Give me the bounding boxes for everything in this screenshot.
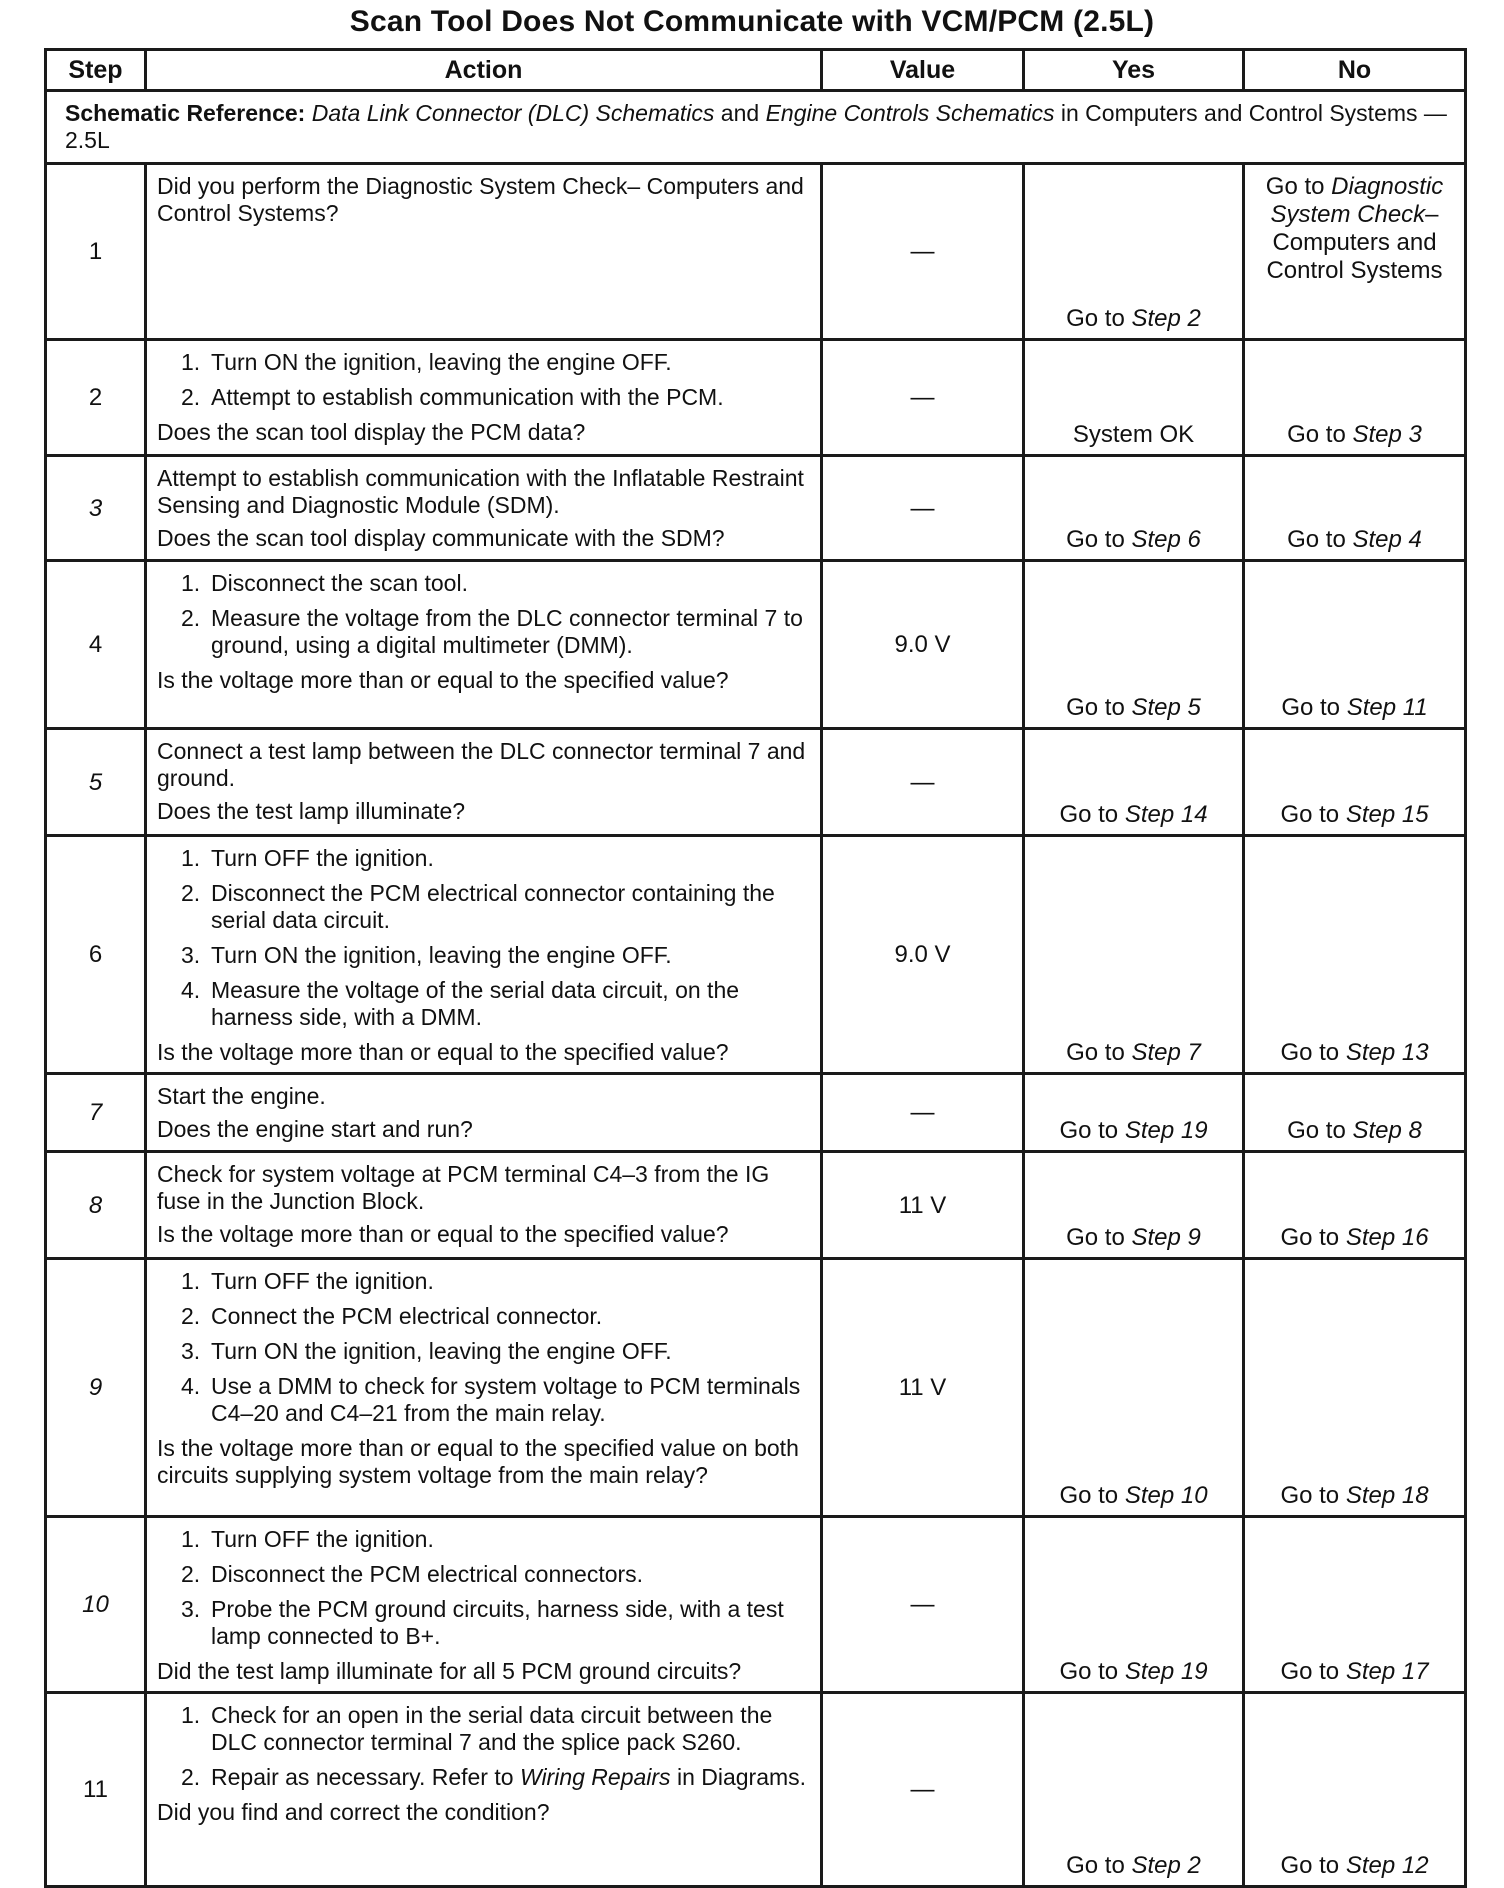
step-word: Step [1131,1852,1181,1879]
action-cell [146,456,822,561]
go-to-label: Go to [1280,1852,1340,1879]
value-cell: — [822,729,1024,836]
action-list-item: 3. Probe the PCM ground circuits, harness side, with a test lamp connected to B+. [181,1596,784,1649]
no-step-ref: 15 [1401,801,1429,828]
action-cell [146,1152,822,1259]
yes-cell [1024,164,1244,340]
step-word: Step [1124,1482,1175,1509]
table-row [46,836,1466,1074]
go-to-label: Go to [1287,526,1346,553]
step-number: 3 [46,456,146,561]
action-question: Is the voltage more than or equal to the specified value? [157,667,729,693]
table-row [46,1517,1466,1693]
yes-step-ref: 7 [1187,1039,1201,1066]
action-list-item: 1. Turn OFF the ignition. [181,1268,434,1294]
step-number: 2 [46,340,146,456]
action-cell [146,1074,822,1152]
table-row [46,1259,1466,1517]
yes-cell [1024,1259,1244,1517]
wiring-repairs-reference: Wiring Repairs [519,1764,671,1790]
yes-step-ref: 2 [1187,1852,1201,1879]
yes-step-ref: 19 [1180,1117,1208,1144]
no-cell [1244,1152,1466,1259]
step-word: Step [1352,1117,1402,1144]
step-number: 6 [46,836,146,1074]
go-to-label: Go to [1059,1117,1119,1144]
step-number: 5 [46,729,146,836]
no-cell [1244,1074,1466,1152]
step-word: Step [1124,1117,1175,1144]
go-to-label: Go to [1280,801,1340,828]
header-no: No [1244,50,1466,91]
action-list-item: 2. Measure the voltage from the DLC connector terminal 7 to ground, using a digital multimeter (DMM). [181,605,803,658]
value-cell: — [822,1074,1024,1152]
go-to-label: Go to [1059,1482,1119,1509]
step-word: Step [1131,1224,1181,1251]
action-list-item: 1. Turn OFF the ignition. [181,845,434,871]
yes-cell [1024,456,1244,561]
step-word: Step [1345,1852,1396,1879]
header-action: Action [146,50,822,91]
yes-cell [1024,1517,1244,1693]
action-text: Connect a test lamp between the DLC connector terminal 7 and ground. [157,738,806,791]
action-list-item: 2. Disconnect the PCM electrical connectors. [181,1561,644,1587]
yes-cell [1024,1152,1244,1259]
action-cell [146,340,822,456]
action-question: Does the test lamp illuminate? [157,798,466,824]
action-question: Is the voltage more than or equal to the specified value on both circuits supplying system voltage from the main relay? [157,1435,799,1488]
go-to-label: Go to [1287,421,1346,448]
action-list-item: 4. Measure the voltage of the serial data circuit, on the harness side, with a DMM. [181,977,740,1030]
no-cell [1244,1693,1466,1887]
schematic-reference-row [46,91,1466,164]
action-list-item: 1. Turn OFF the ignition. [181,1526,434,1552]
go-to-label: Go to [1265,173,1325,200]
yes-cell [1024,836,1244,1074]
step-word: Step [1352,526,1402,553]
table-row [46,729,1466,836]
go-to-label: Go to [1066,1224,1125,1251]
page-title: Scan Tool Does Not Communicate with VCM/PCM (2.5L) [349,5,1155,38]
value-cell: — [822,1693,1024,1887]
step-number: 4 [46,561,146,729]
action-cell [146,1693,822,1887]
no-cell [1244,561,1466,729]
action-list-item: 1. Check for an open in the serial data circuit between the DLC connector terminal 7 and the splice pack S260. [181,1702,773,1755]
action-text: Attempt to establish communication with the Inflatable Restraint Sensing and Diagnostic Module (SDM). [157,465,804,518]
action-list-item: 2. Repair as necessary. Refer to Wiring Repairs in Diagrams. [181,1764,807,1790]
step-number: 9 [46,1259,146,1517]
action-question: Is the voltage more than or equal to the specified value? [157,1221,729,1247]
action-list-item: 2. Disconnect the PCM electrical connector containing the serial data circuit. [181,880,775,933]
go-to-label: Go to [1280,1658,1340,1685]
no-step-ref: 16 [1401,1224,1429,1251]
action-question: Did you find and correct the condition? [157,1799,550,1825]
step-number: 7 [46,1074,146,1152]
action-list-item: 4. Use a DMM to check for system voltage to PCM terminals C4–20 and C4–21 from the main relay. [181,1373,801,1426]
go-to-label: Go to [1059,1658,1119,1685]
go-to-label: Go to [1287,1117,1346,1144]
schematic-label: Schematic Reference: [65,100,306,126]
step-number: 1 [46,164,146,340]
no-step-ref: 17 [1401,1658,1429,1685]
action-cell [146,729,822,836]
go-to-label: Go to [1280,1224,1340,1251]
table-row [46,561,1466,729]
value-cell: — [822,164,1024,340]
table-row [46,1693,1466,1887]
repair-text-tail: in Diagrams. [676,1764,807,1790]
action-cell [146,561,822,729]
table-row [46,340,1466,456]
step-number: 11 [46,1693,146,1887]
diagnostic-table [44,48,1467,1888]
no-step-ref: 4 [1408,526,1422,553]
go-to-label: Go to [1066,694,1125,721]
action-question: Is the voltage more than or equal to the specified value? [157,1039,729,1065]
step-word: Step [1131,1039,1181,1066]
action-list-item: 2. Connect the PCM electrical connector. [181,1303,603,1329]
no-cell [1244,456,1466,561]
action-text: Start the engine. [157,1083,326,1109]
no-step-ref: 3 [1408,421,1422,448]
step-word: Step [1345,1658,1396,1685]
step-word: Step [1124,801,1175,828]
action-list-item: 1. Turn ON the ignition, leaving the engine OFF. [181,349,672,375]
yes-cell [1024,729,1244,836]
action-list-item: 2. Attempt to establish communication with the PCM. [181,384,724,410]
action-text: Did you perform the Diagnostic System Check– Computers and Control Systems? [157,173,804,226]
action-list-item: 1. Disconnect the scan tool. [181,570,468,596]
table-row [46,1152,1466,1259]
action-cell [146,164,822,340]
step-word: Step [1345,1224,1396,1251]
value-cell: 11 V [822,1152,1024,1259]
action-question: Did the test lamp illuminate for all 5 PCM ground circuits? [157,1658,742,1684]
header-value: Value [822,50,1024,91]
schematic-ref-engine: Engine Controls Schematics [765,100,1055,126]
table-row [46,164,1466,340]
yes-step-ref: 5 [1187,694,1201,721]
step-word: Step [1131,694,1181,721]
schematic-in: in [1060,100,1079,126]
step-word: Step [1345,1039,1396,1066]
go-to-label: Go to [1066,1039,1125,1066]
table-row [46,1074,1466,1152]
value-cell: — [822,340,1024,456]
no-reference-rest: – Computers and Control Systems [1266,201,1443,284]
yes-step-ref: 14 [1180,801,1208,828]
go-to-label: Go to [1281,694,1341,721]
yes-step-ref: 10 [1180,1482,1208,1509]
yes-cell [1024,1074,1244,1152]
step-word: Step [1345,1482,1396,1509]
go-to-label: Go to [1059,801,1119,828]
step-word: Step [1345,801,1396,828]
step-number: 10 [46,1517,146,1693]
schematic-rest: Computers and Control Systems — 2.5L [65,100,1447,153]
schematic-and: and [720,100,760,126]
value-cell: — [822,456,1024,561]
yes-cell [1024,561,1244,729]
no-cell [1244,1517,1466,1693]
schematic-ref-dlc: Data Link Connector (DLC) Schematics [311,100,715,126]
value-cell: 11 V [822,1259,1024,1517]
action-list-item: 3. Turn ON the ignition, leaving the engine OFF. [181,1338,672,1364]
value-cell: 9.0 V [822,836,1024,1074]
value-cell: — [822,1517,1024,1693]
go-to-label: Go to [1280,1039,1340,1066]
step-number: 8 [46,1152,146,1259]
step-word: Step [1124,1658,1175,1685]
no-cell [1244,1259,1466,1517]
yes-step-ref: 6 [1187,526,1201,553]
action-question: Does the scan tool display the PCM data? [157,419,586,445]
header-row [46,50,1466,91]
no-cell [1244,164,1466,340]
yes-step-ref: 19 [1180,1658,1208,1685]
no-cell [1244,836,1466,1074]
repair-text: Repair as necessary. Refer to [211,1764,514,1790]
table-row [46,456,1466,561]
no-step-ref: 11 [1402,694,1428,721]
no-step-ref: 12 [1401,1852,1429,1879]
action-cell [146,1517,822,1693]
no-reference: Diagnostic System Check [1270,173,1444,228]
no-step-ref: 13 [1401,1039,1429,1066]
step-word: Step [1131,526,1181,553]
header-step: Step [46,50,146,91]
action-question: Does the engine start and run? [157,1116,473,1142]
no-cell [1244,340,1466,456]
step-word: Step [1131,305,1181,332]
action-list-item: 3. Turn ON the ignition, leaving the engine OFF. [181,942,672,968]
go-to-label: Go to [1066,526,1125,553]
value-cell: 9.0 V [822,561,1024,729]
go-to-label: Go to [1280,1482,1340,1509]
step-word: Step [1346,694,1397,721]
schematic-reference [46,91,1466,164]
step-word: Step [1352,421,1402,448]
yes-cell: System OK [1024,340,1244,456]
go-to-label: Go to [1066,305,1125,332]
action-cell [146,1259,822,1517]
no-step-ref: 18 [1401,1482,1429,1509]
yes-cell [1024,1693,1244,1887]
action-question: Does the scan tool display communicate with the SDM? [157,525,725,551]
no-cell [1244,729,1466,836]
no-step-ref: 8 [1408,1117,1422,1144]
action-text: Check for system voltage at PCM terminal C4–3 from the IG fuse in the Junction Block. [157,1161,770,1214]
action-cell [146,836,822,1074]
go-to-label: Go to [1066,1852,1125,1879]
yes-step-ref: 2 [1187,305,1201,332]
yes-step-ref: 9 [1187,1224,1201,1251]
header-yes: Yes [1024,50,1244,91]
